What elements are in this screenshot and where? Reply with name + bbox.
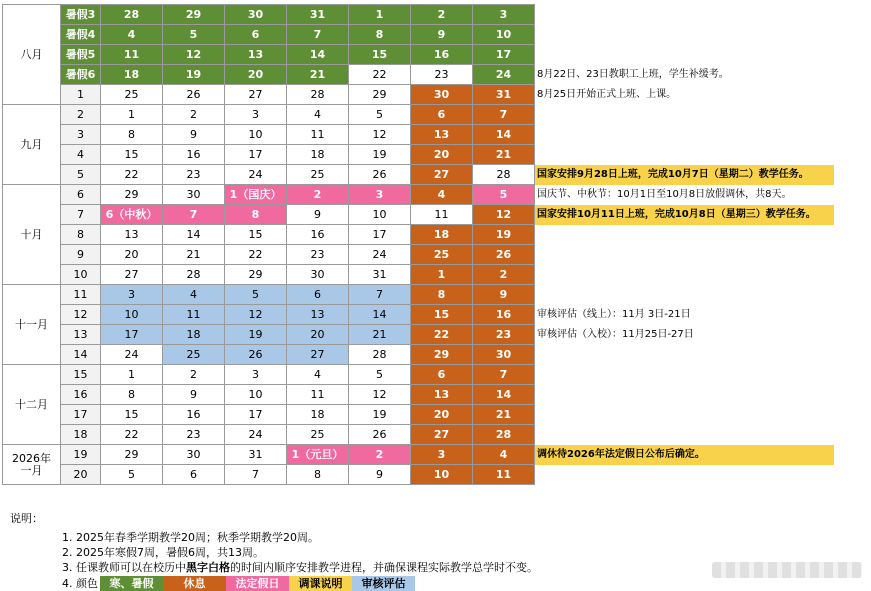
remark-cell: 8月22日、23日教职工上班，学生补缓考。 — [535, 65, 835, 85]
remark-cell — [535, 225, 835, 245]
remark-cell: 审核评估（入校）：11月25日-27日 — [535, 325, 835, 345]
month-label: 十月 — [3, 185, 61, 285]
week-number: 2 — [61, 105, 101, 125]
day-cell: 29 — [163, 5, 225, 25]
day-cell: 28 — [101, 5, 163, 25]
week-number: 19 — [61, 445, 101, 465]
day-cell: 27 — [101, 265, 163, 285]
day-cell: 31 — [225, 445, 287, 465]
day-cell: 2 — [473, 265, 535, 285]
day-cell: 6 — [163, 465, 225, 485]
day-cell: 5 — [349, 365, 411, 385]
day-cell: 16 — [163, 405, 225, 425]
day-cell: 21 — [473, 405, 535, 425]
school-calendar-table — [2, 4, 835, 485]
legend-adjust: 调课说明 — [289, 576, 352, 591]
calendar-row — [3, 185, 835, 205]
day-cell: 25 — [163, 345, 225, 365]
day-cell: 26 — [225, 345, 287, 365]
day-cell: 29 — [411, 345, 473, 365]
day-cell: 13 — [411, 385, 473, 405]
day-cell: 26 — [473, 245, 535, 265]
day-cell: 23 — [287, 245, 349, 265]
day-cell: 4 — [287, 105, 349, 125]
day-cell: 13 — [411, 125, 473, 145]
week-number: 20 — [61, 465, 101, 485]
day-cell: 20 — [225, 65, 287, 85]
day-cell: 29 — [101, 185, 163, 205]
day-cell: 30 — [287, 265, 349, 285]
day-cell: 27 — [225, 85, 287, 105]
day-cell: 19 — [225, 325, 287, 345]
remark-cell — [535, 385, 835, 405]
day-cell: 23 — [163, 425, 225, 445]
day-cell: 6 — [287, 285, 349, 305]
day-cell: 4 — [473, 445, 535, 465]
day-cell: 4 — [287, 365, 349, 385]
week-number: 暑假6 — [61, 65, 101, 85]
day-cell: 18 — [101, 65, 163, 85]
day-cell: 24 — [473, 65, 535, 85]
day-cell: 1 — [101, 365, 163, 385]
day-cell: 5 — [101, 465, 163, 485]
week-number: 18 — [61, 425, 101, 445]
day-cell: 28 — [473, 425, 535, 445]
remark-cell — [535, 245, 835, 265]
day-cell: 25 — [411, 245, 473, 265]
day-cell: 19 — [349, 405, 411, 425]
day-cell: 18 — [411, 225, 473, 245]
calendar-row — [3, 205, 835, 225]
month-label: 2026年 一月 — [3, 445, 61, 485]
remark-cell: 调休待2026年法定假日公布后确定。 — [535, 445, 835, 465]
day-cell: 3 — [225, 105, 287, 125]
day-cell: 7 — [287, 25, 349, 45]
day-cell: 30 — [225, 5, 287, 25]
day-cell: 9 — [349, 465, 411, 485]
day-cell: 1 — [101, 105, 163, 125]
note-item-3 — [62, 560, 538, 575]
day-cell: 10 — [473, 25, 535, 45]
remark-cell — [535, 105, 835, 125]
day-cell: 13 — [101, 225, 163, 245]
month-label: 十二月 — [3, 365, 61, 445]
day-cell: 27 — [411, 425, 473, 445]
day-cell: 22 — [101, 425, 163, 445]
calendar-row — [3, 145, 835, 165]
day-cell: 3 — [349, 185, 411, 205]
day-cell: 17 — [225, 405, 287, 425]
day-cell: 15 — [101, 405, 163, 425]
calendar-row — [3, 45, 835, 65]
day-cell: 30 — [163, 185, 225, 205]
day-cell: 30 — [473, 345, 535, 365]
day-cell: 1（元旦） — [287, 445, 349, 465]
day-cell: 11 — [163, 305, 225, 325]
day-cell: 19 — [349, 145, 411, 165]
day-cell: 28 — [163, 265, 225, 285]
week-number: 暑假4 — [61, 25, 101, 45]
day-cell: 16 — [473, 305, 535, 325]
day-cell: 22 — [225, 245, 287, 265]
day-cell: 27 — [287, 345, 349, 365]
note-item-3-post: 的时间内顺序安排教学进程，并确保课程实际教学总学时不变。 — [230, 561, 538, 574]
calendar-row — [3, 425, 835, 445]
day-cell: 9 — [163, 125, 225, 145]
day-cell: 16 — [287, 225, 349, 245]
day-cell: 22 — [349, 65, 411, 85]
day-cell: 28 — [349, 345, 411, 365]
day-cell: 21 — [163, 245, 225, 265]
day-cell: 20 — [287, 325, 349, 345]
day-cell: 8 — [287, 465, 349, 485]
day-cell: 25 — [287, 425, 349, 445]
calendar-row — [3, 245, 835, 265]
day-cell: 10 — [411, 465, 473, 485]
day-cell: 23 — [163, 165, 225, 185]
day-cell: 28 — [287, 85, 349, 105]
week-number: 6 — [61, 185, 101, 205]
day-cell: 30 — [163, 445, 225, 465]
note-item-1: 1. 2025年春季学期教学20周；秋季学期教学20周。 — [62, 531, 319, 544]
calendar-row — [3, 385, 835, 405]
legend-vacation: 寒、暑假 — [100, 576, 163, 591]
day-cell: 9 — [411, 25, 473, 45]
day-cell: 9 — [473, 285, 535, 305]
day-cell: 24 — [225, 165, 287, 185]
day-cell: 4 — [163, 285, 225, 305]
day-cell: 14 — [349, 305, 411, 325]
day-cell: 10 — [225, 125, 287, 145]
day-cell: 10 — [349, 205, 411, 225]
day-cell: 9 — [287, 205, 349, 225]
day-cell: 18 — [287, 405, 349, 425]
day-cell: 7 — [473, 105, 535, 125]
remark-cell — [535, 5, 835, 25]
day-cell: 26 — [163, 85, 225, 105]
day-cell: 15 — [225, 225, 287, 245]
day-cell: 12 — [349, 385, 411, 405]
remark-cell — [535, 145, 835, 165]
day-cell: 26 — [349, 165, 411, 185]
day-cell: 29 — [225, 265, 287, 285]
day-cell: 5 — [225, 285, 287, 305]
day-cell: 14 — [287, 45, 349, 65]
remark-cell — [535, 265, 835, 285]
day-cell: 6（中秋） — [101, 205, 163, 225]
day-cell: 14 — [473, 125, 535, 145]
day-cell: 24 — [349, 245, 411, 265]
notes-section — [10, 510, 538, 591]
week-number: 3 — [61, 125, 101, 145]
day-cell: 24 — [225, 425, 287, 445]
week-number: 13 — [61, 325, 101, 345]
remark-cell: 国家安排9月28日上班，完成10月7日（星期二）教学任务。 — [535, 165, 835, 185]
color-legend — [62, 575, 538, 591]
remark-cell — [535, 465, 835, 485]
remark-cell: 国家安排10月11日上班，完成10月8日（星期三）教学任务。 — [535, 205, 835, 225]
day-cell: 5 — [473, 185, 535, 205]
remark-cell — [535, 365, 835, 385]
day-cell: 5 — [349, 105, 411, 125]
calendar-row — [3, 165, 835, 185]
day-cell: 19 — [473, 225, 535, 245]
day-cell: 17 — [349, 225, 411, 245]
note-item-3-pre: 3. 任课教师可以在校历中 — [62, 561, 186, 574]
day-cell: 7 — [349, 285, 411, 305]
week-number: 暑假3 — [61, 5, 101, 25]
day-cell: 16 — [163, 145, 225, 165]
week-number: 16 — [61, 385, 101, 405]
remark-cell — [535, 285, 835, 305]
day-cell: 10 — [101, 305, 163, 325]
day-cell: 29 — [349, 85, 411, 105]
day-cell: 9 — [163, 385, 225, 405]
legend-holiday: 法定假日 — [226, 576, 289, 591]
day-cell: 31 — [349, 265, 411, 285]
calendar-row — [3, 125, 835, 145]
day-cell: 22 — [101, 165, 163, 185]
day-cell: 20 — [411, 145, 473, 165]
day-cell: 2 — [163, 105, 225, 125]
day-cell: 3 — [473, 5, 535, 25]
week-number: 1 — [61, 85, 101, 105]
note-item-2: 2. 2025年寒假7周，暑假6周，共13周。 — [62, 546, 264, 559]
day-cell: 14 — [473, 385, 535, 405]
day-cell: 15 — [101, 145, 163, 165]
week-number: 17 — [61, 405, 101, 425]
calendar-row — [3, 305, 835, 325]
calendar-row — [3, 325, 835, 345]
day-cell: 29 — [101, 445, 163, 465]
week-number: 7 — [61, 205, 101, 225]
day-cell: 3 — [411, 445, 473, 465]
day-cell: 17 — [101, 325, 163, 345]
day-cell: 8 — [225, 205, 287, 225]
day-cell: 2 — [411, 5, 473, 25]
calendar-row — [3, 365, 835, 385]
week-number: 11 — [61, 285, 101, 305]
week-number: 4 — [61, 145, 101, 165]
day-cell: 11 — [287, 385, 349, 405]
day-cell: 2 — [287, 185, 349, 205]
calendar-row — [3, 445, 835, 465]
day-cell: 4 — [101, 25, 163, 45]
remark-cell — [535, 425, 835, 445]
week-number: 15 — [61, 365, 101, 385]
day-cell: 4 — [411, 185, 473, 205]
day-cell: 11 — [101, 45, 163, 65]
calendar-row — [3, 105, 835, 125]
week-number: 8 — [61, 225, 101, 245]
day-cell: 13 — [225, 45, 287, 65]
month-label: 九月 — [3, 105, 61, 185]
day-cell: 20 — [411, 405, 473, 425]
day-cell: 21 — [287, 65, 349, 85]
day-cell: 11 — [287, 125, 349, 145]
day-cell: 6 — [411, 365, 473, 385]
day-cell: 27 — [411, 165, 473, 185]
day-cell: 2 — [349, 445, 411, 465]
day-cell: 11 — [411, 205, 473, 225]
day-cell: 22 — [411, 325, 473, 345]
calendar-row — [3, 265, 835, 285]
week-number: 10 — [61, 265, 101, 285]
day-cell: 12 — [163, 45, 225, 65]
calendar-row — [3, 85, 835, 105]
day-cell: 21 — [473, 145, 535, 165]
calendar-row — [3, 25, 835, 45]
day-cell: 12 — [349, 125, 411, 145]
day-cell: 12 — [473, 205, 535, 225]
calendar-row — [3, 65, 835, 85]
notes-title: 说明： — [10, 512, 43, 525]
day-cell: 18 — [163, 325, 225, 345]
day-cell: 15 — [349, 45, 411, 65]
day-cell: 7 — [163, 205, 225, 225]
day-cell: 1 — [411, 265, 473, 285]
calendar-row — [3, 405, 835, 425]
day-cell: 14 — [163, 225, 225, 245]
week-number: 暑假5 — [61, 45, 101, 65]
day-cell: 7 — [225, 465, 287, 485]
remark-cell: 8月25日开始正式上班、上课。 — [535, 85, 835, 105]
calendar-row — [3, 5, 835, 25]
day-cell: 17 — [225, 145, 287, 165]
day-cell: 25 — [101, 85, 163, 105]
day-cell: 3 — [225, 365, 287, 385]
day-cell: 31 — [287, 5, 349, 25]
week-number: 5 — [61, 165, 101, 185]
calendar-row — [3, 345, 835, 365]
day-cell: 6 — [411, 105, 473, 125]
week-number: 14 — [61, 345, 101, 365]
day-cell: 11 — [473, 465, 535, 485]
note-item-3-bold: 黑字白格 — [186, 561, 230, 574]
day-cell: 8 — [349, 25, 411, 45]
week-number: 9 — [61, 245, 101, 265]
day-cell: 1 — [349, 5, 411, 25]
day-cell: 19 — [163, 65, 225, 85]
remark-cell — [535, 45, 835, 65]
day-cell: 26 — [349, 425, 411, 445]
day-cell: 8 — [411, 285, 473, 305]
day-cell: 17 — [473, 45, 535, 65]
remark-cell — [535, 405, 835, 425]
day-cell: 7 — [473, 365, 535, 385]
day-cell: 16 — [411, 45, 473, 65]
month-label: 十一月 — [3, 285, 61, 365]
day-cell: 12 — [225, 305, 287, 325]
remark-cell — [535, 125, 835, 145]
day-cell: 5 — [163, 25, 225, 45]
remark-cell: 国庆节、中秋节：10月1日至10月8日放假调休，共8天。 — [535, 185, 835, 205]
calendar-row — [3, 465, 835, 485]
day-cell: 13 — [287, 305, 349, 325]
calendar-body — [3, 5, 835, 485]
day-cell: 1（国庆） — [225, 185, 287, 205]
day-cell: 30 — [411, 85, 473, 105]
day-cell: 8 — [101, 125, 163, 145]
calendar-row — [3, 285, 835, 305]
day-cell: 24 — [101, 345, 163, 365]
remark-cell — [535, 345, 835, 365]
remark-cell — [535, 25, 835, 45]
week-number: 12 — [61, 305, 101, 325]
day-cell: 23 — [473, 325, 535, 345]
day-cell: 20 — [101, 245, 163, 265]
day-cell: 8 — [101, 385, 163, 405]
day-cell: 6 — [225, 25, 287, 45]
legend-review: 审核评估 — [352, 576, 415, 591]
day-cell: 21 — [349, 325, 411, 345]
month-label: 八月 — [3, 5, 61, 105]
day-cell: 2 — [163, 365, 225, 385]
day-cell: 15 — [411, 305, 473, 325]
day-cell: 28 — [473, 165, 535, 185]
day-cell: 3 — [101, 285, 163, 305]
day-cell: 10 — [225, 385, 287, 405]
day-cell: 18 — [287, 145, 349, 165]
calendar-row — [3, 225, 835, 245]
legend-label: 4. 颜色 — [62, 577, 98, 590]
blurred-watermark — [712, 562, 862, 578]
day-cell: 25 — [287, 165, 349, 185]
remark-cell: 审核评估（线上）：11月 3日-21日 — [535, 305, 835, 325]
legend-rest: 休息 — [163, 576, 226, 591]
day-cell: 23 — [411, 65, 473, 85]
day-cell: 31 — [473, 85, 535, 105]
